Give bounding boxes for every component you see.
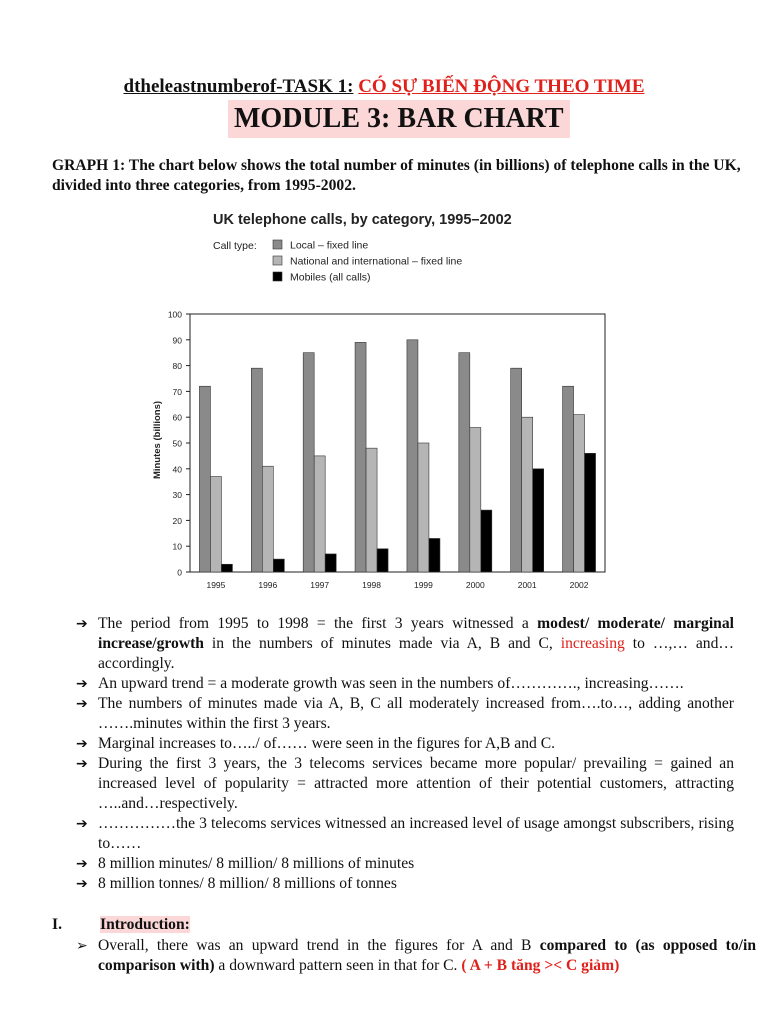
bar [377, 549, 388, 572]
arrow-icon: ➔ [76, 756, 88, 772]
y-tick-label: 90 [172, 335, 182, 346]
note-text: 8 million tonnes/ 8 million/ 8 millions of tonnes [98, 875, 397, 892]
overall-highlight: ( A + B tăng >< C giảm) [461, 957, 620, 974]
section-heading [52, 916, 190, 934]
list-item [76, 874, 734, 894]
x-tick-label: 2000 [465, 580, 485, 590]
graph-description: GRAPH 1: The chart below shows the total number of minutes (in billions) of telephone calls in the UK, divided into three categories, from 1995-2002. [52, 157, 741, 194]
section-title: Introduction: [100, 916, 190, 933]
arrow-icon: ➔ [76, 616, 88, 632]
list-item [76, 674, 734, 694]
list-item [76, 754, 734, 814]
y-tick-label: 20 [172, 515, 182, 526]
note-text: An upward trend = a moderate growth was seen in the numbers of…………., increasing……. [98, 675, 684, 692]
bar-chart [140, 200, 620, 600]
bar [262, 466, 273, 572]
chart-title: UK telephone calls, by category, 1995–2002 [213, 212, 512, 228]
y-tick-label: 100 [167, 309, 182, 320]
bar [221, 564, 232, 572]
bar [303, 353, 314, 572]
header-subtitle: CÓ SỰ BIẾN ĐỘNG THEO TIME [358, 76, 645, 97]
note-text: Marginal increases to…../ of…… were seen in the figures for A,B and C. [98, 735, 556, 752]
arrow-icon: ➔ [76, 736, 88, 752]
arrow-icon: ➔ [76, 816, 88, 832]
legend-label: Mobiles (all calls) [290, 271, 371, 284]
overall-text: Overall, there was an upward trend in the figures for A and B [98, 937, 540, 954]
y-tick-label: 10 [172, 541, 182, 552]
y-tick-label: 30 [172, 490, 182, 501]
legend-label: National and international – fixed line [290, 255, 463, 268]
bar [251, 368, 262, 572]
y-tick-label: 80 [172, 361, 182, 372]
note-text: During the first 3 years, the 3 telecoms services became more popular/ prevailing = gained an increased level of popularity = attracted more attention of their potential customers, attracting …..and…respectively. [98, 755, 734, 812]
module-title: MODULE 3: BAR CHART [228, 100, 570, 138]
bar [429, 538, 440, 572]
bar [459, 353, 470, 572]
legend-swatch [273, 256, 282, 265]
bar [533, 469, 544, 572]
overall-bold: compared to (as opposed to/in comparison with) [98, 937, 756, 974]
list-item [76, 614, 734, 674]
y-tick-label: 0 [177, 567, 182, 578]
bar [210, 477, 221, 572]
bar [314, 456, 325, 572]
bar [563, 386, 574, 572]
note-text: ……………the 3 telecoms services witnessed an increased level of usage amongst subscribers, rising to…… [98, 815, 734, 852]
y-tick-label: 60 [172, 412, 182, 423]
bar [355, 342, 366, 572]
header-line [0, 76, 768, 98]
bar [470, 428, 481, 572]
arrow-icon: ➔ [76, 696, 88, 712]
list-item [76, 694, 734, 734]
legend-swatch [273, 272, 282, 281]
header-prefix: dtheleastnumberof-TASK 1: [123, 76, 354, 97]
note-bold: modest/ moderate/ marginal increase/growth [98, 615, 734, 652]
bar [273, 559, 284, 572]
bar [574, 415, 585, 572]
bar [418, 443, 429, 572]
note-text: The numbers of minutes made via A, B, C all moderately increased from….to…, adding another …….minutes within the first 3 years. [98, 695, 734, 732]
bullet-arrow-icon: ➢ [76, 938, 88, 954]
x-tick-label: 2001 [517, 580, 537, 590]
arrow-icon: ➔ [76, 876, 88, 892]
bar [366, 448, 377, 572]
list-item [76, 734, 734, 754]
note-highlight: increasing [560, 635, 625, 652]
bar [199, 386, 210, 572]
bar [325, 554, 336, 572]
overall-paragraph [76, 936, 756, 976]
x-tick-label: 2002 [569, 580, 589, 590]
legend-swatch [273, 240, 282, 249]
y-tick-label: 70 [172, 386, 182, 397]
x-tick-label: 1997 [310, 580, 330, 590]
chart-container [140, 200, 620, 600]
arrow-icon: ➔ [76, 856, 88, 872]
y-tick-label: 50 [172, 438, 182, 449]
bar [481, 510, 492, 572]
note-text: to …,… and…accordingly. [98, 635, 734, 672]
list-item [76, 814, 734, 854]
notes-list [76, 614, 734, 894]
y-tick-label: 40 [172, 464, 182, 475]
section-number: I. [52, 916, 62, 933]
x-tick-label: 1998 [362, 580, 382, 590]
x-tick-label: 1996 [258, 580, 278, 590]
legend-label: Local – fixed line [290, 239, 369, 252]
y-axis-label: Minutes (billions) [152, 400, 163, 480]
bar [511, 368, 522, 572]
bar [585, 453, 596, 572]
arrow-icon: ➔ [76, 676, 88, 692]
note-text: The period from 1995 to 1998 = the first 3 years witnessed a [98, 615, 538, 632]
note-text: in the numbers of minutes made via A, B and C, [203, 635, 561, 652]
overall-text: a downward pattern seen in that for C. [214, 957, 462, 974]
legend-title: Call type: [213, 240, 257, 252]
x-tick-label: 1999 [413, 580, 433, 590]
bar [522, 417, 533, 572]
note-text: 8 million minutes/ 8 million/ 8 millions of minutes [98, 855, 415, 872]
list-item [76, 854, 734, 874]
x-tick-label: 1995 [206, 580, 226, 590]
bar [407, 340, 418, 572]
